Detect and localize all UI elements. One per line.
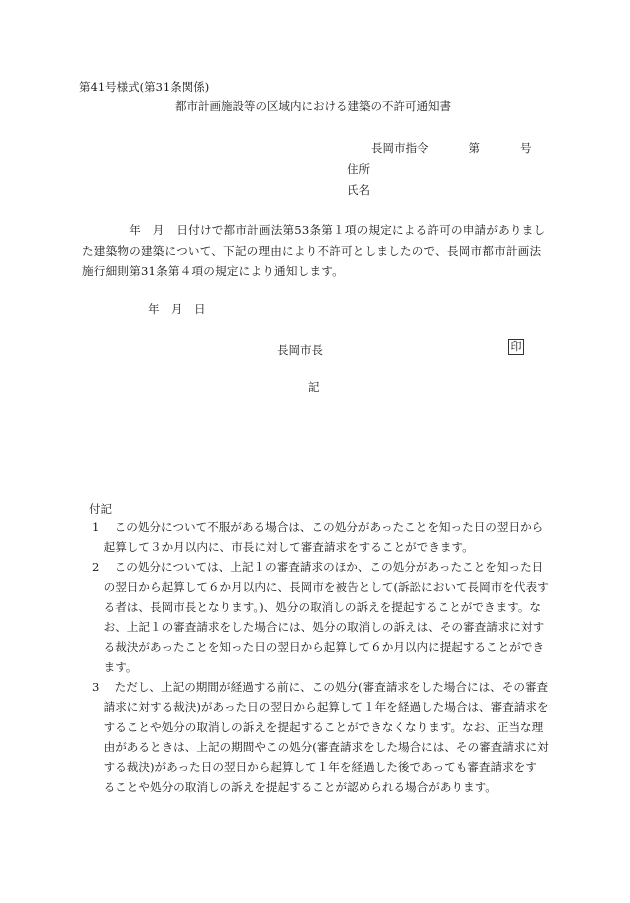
document-title: 都市計画施設等の区域内における建築の不許可通知書 [175, 99, 451, 113]
body-line: た建築物の建築について、下記の理由により不許可としましたので、長岡市都市計画法 [82, 244, 542, 258]
note-line: する裁決)があった日の翌日から起算して１年を経過した後であっても審査請求をす [92, 760, 537, 774]
note-line: る者は、長岡市長となります。)、処分の取消しの訴えを提起することができます。な [92, 600, 542, 614]
note-line: 請求に対する裁決)があった日の翌日から起算して１年を経過した場合は、審査請求を [92, 700, 549, 714]
note-line: る裁決があったことを知った日の翌日から起算して６か月以内に提起することができ [92, 640, 545, 654]
directive-dai: 第 [468, 141, 480, 155]
body-line: 年 月 日付けで都市計画法第53条第１項の規定による許可の申請がありまし [82, 223, 546, 237]
address-label: 住所 [347, 162, 370, 176]
note-line: することや処分の取消しの訴えを提起することができなくなります。なお、正当な理 [92, 720, 544, 734]
ki-heading: 記 [308, 380, 320, 394]
form-number: 第41号様式(第31条関係) [79, 80, 210, 94]
directive-go: 号 [520, 141, 532, 155]
note-line: 2 この処分については、上記１の審査請求のほか、この処分があったことを知った日 [92, 560, 544, 574]
issue-date: 年 月 日 [148, 302, 206, 316]
note-line: 起算して３か月以内に、市長に対して審査請求をすることができます。 [92, 540, 474, 554]
note-line: ます。 [92, 660, 138, 674]
note-line: お、上記１の審査請求をした場合には、処分の取消しの訴えは、その審査請求に対す [92, 620, 545, 634]
notes-heading: 付記 [89, 502, 112, 516]
seal-box: 印 [508, 339, 524, 355]
note-line: の翌日から起算して６か月以内に、長岡市を被告として(訴訟において長岡市を代表す [92, 580, 549, 594]
directive-prefix: 長岡市指令 [371, 141, 429, 155]
directive-number [371, 141, 532, 155]
note-line: ることや処分の取消しの訴えを提起することが認められる場合があります。 [92, 780, 497, 794]
body-line: 施行細則第31条第４項の規定により通知します。 [82, 264, 344, 278]
note-line: 由があるときは、上記の期間やこの処分(審査請求をした場合には、その審査請求に対 [92, 740, 549, 754]
note-line: 1 この処分について不服がある場合は、この処分があったことを知った日の翌日から [92, 520, 544, 534]
name-label: 氏名 [347, 183, 370, 197]
issuer-name: 長岡市長 [277, 343, 323, 357]
note-line: 3 ただし、上記の期間が経過する前に、この処分(審査請求をした場合には、その審査 [92, 680, 549, 694]
